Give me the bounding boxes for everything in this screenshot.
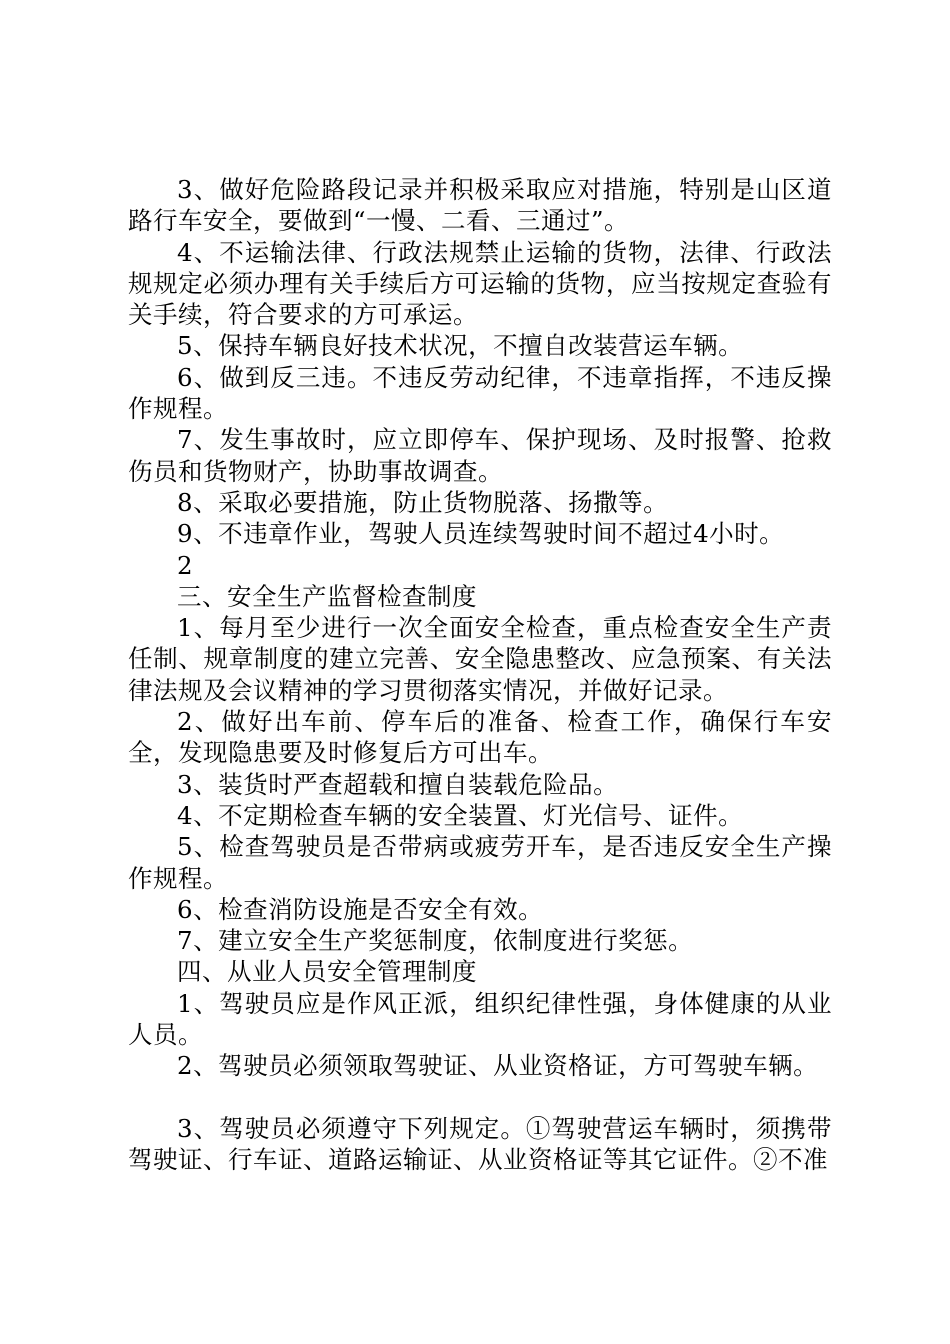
section-heading: 三、安全生产监督检查制度 <box>177 581 477 611</box>
paragraph: 4、不运输法律、行政法规禁止运输的货物，法律、行政法规规定必须办理有关手续后方可运输的货物，应当按规定查验有关手续，符合要求的方可承运。 <box>128 237 832 330</box>
paragraph: 3、装货时严查超载和擅自装载危险品。 <box>177 769 619 799</box>
section-heading: 四、从业人员安全管理制度 <box>177 957 477 987</box>
paragraph: 2、做好出车前、停车后的准备、检查工作，确保行车安全，发现隐患要及时修复后方可出车。 <box>128 707 832 768</box>
paragraph: 7、建立安全生产奖惩制度，依制度进行奖惩。 <box>177 926 694 956</box>
paragraph: 1、每月至少进行一次全面安全检查，重点检查安全生产责任制、规章制度的建立完善、安全隐患整改、应急预案、有关法律法规及会议精神的学习贯彻落实情况，并做好记录。 <box>128 613 832 705</box>
page-number-marker: 2 <box>177 550 194 580</box>
paragraph: 5、检查驾驶员是否带病或疲劳开车，是否违反安全生产操作规程。 <box>128 832 832 893</box>
document-body <box>128 174 832 1176</box>
paragraph: 1、驾驶员应是作风正派，组织纪律性强，身体健康的从业人员。 <box>128 988 832 1050</box>
paragraph: 3、做好危险路段记录并积极采取应对措施，特别是山区道路行车安全，要做到“一慢、二看、三通过”。 <box>128 175 832 236</box>
paragraph: 8、采取必要措施，防止货物脱落、扬撒等。 <box>177 487 669 517</box>
paragraph: 3、驾驶员必须遵守下列规定。①驾驶营运车辆时，须携带驾驶证、行车证、道路运输证、从业资格证等其它证件。②不准 <box>128 1113 832 1175</box>
paragraph: 7、发生事故时，应立即停车、保护现场、及时报警、抢救伤员和货物财产，协助事故调查。 <box>128 425 832 486</box>
paragraph: 6、检查消防设施是否安全有效。 <box>177 894 544 924</box>
paragraph: 6、做到反三违。不违反劳动纪律，不违章指挥，不违反操作规程。 <box>128 362 832 424</box>
paragraph: 5、保持车辆良好技术状况，不擅自改装营运车辆。 <box>177 331 744 361</box>
paragraph: 4、不定期检查车辆的安全装置、灯光信号、证件。 <box>177 800 744 830</box>
paragraph: 2、驾驶员必须领取驾驶证、从业资格证，方可驾驶车辆。 <box>177 1051 819 1081</box>
paragraph: 9、不违章作业，驾驶人员连续驾驶时间不超过4小时。 <box>177 519 785 549</box>
blank-line <box>128 1082 832 1113</box>
